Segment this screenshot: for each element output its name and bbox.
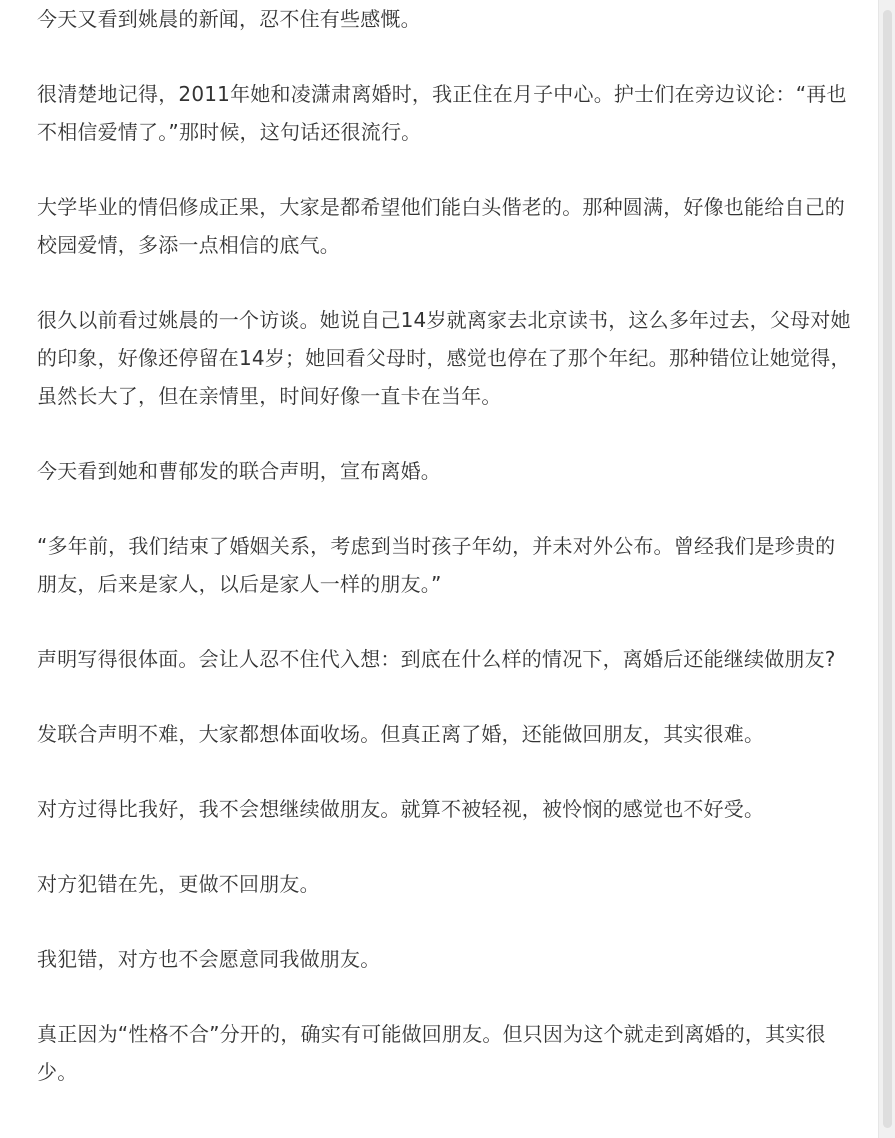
paragraph-3: 大学毕业的情侣修成正果，大家是都希望他们能白头偕老的。那种圆满，好像也能给自己的校园爱情，多添一点相信的底气。 xyxy=(37,195,845,257)
paragraph-8: 发联合声明不难，大家都想体面收场。但真正离了婚，还能做回朋友，其实很难。 xyxy=(37,722,765,746)
paragraph-2: 很清楚地记得，2011年她和凌潇肃离婚时，我正住在月子中心。护士们在旁边议论：“再也不相信爱情了。”那时候，这句话还很流行。 xyxy=(37,82,847,144)
vertical-scrollbar[interactable] xyxy=(878,0,895,1138)
paragraph-9: 对方过得比我好，我不会想继续做朋友。就算不被轻视，被怜悯的感觉也不好受。 xyxy=(37,797,765,821)
paragraph-10: 对方犯错在先，更做不回朋友。 xyxy=(37,872,320,896)
article-body xyxy=(37,0,852,1091)
paragraph-11: 我犯错，对方也不会愿意同我做朋友。 xyxy=(37,947,381,971)
paragraph-6: “多年前，我们结束了婚姻关系，考虑到当时孩子年幼，并未对外公布。曾经我们是珍贵的朋友，后来是家人，以后是家人一样的朋友。” xyxy=(37,534,836,596)
paragraph-12: 真正因为“性格不合”分开的，确实有可能做回朋友。但只因为这个就走到离婚的，其实很少。 xyxy=(37,1022,826,1084)
scrollbar-thumb[interactable] xyxy=(883,10,892,1128)
paragraph-5: 今天看到她和曹郁发的联合声明，宣布离婚。 xyxy=(37,459,441,483)
paragraph-1: 今天又看到姚晨的新闻，忍不住有些感慨。 xyxy=(37,7,421,31)
paragraph-4: 很久以前看过姚晨的一个访谈。她说自己14岁就离家去北京读书，这么多年过去，父母对她的印象，好像还停留在14岁；她回看父母时，感觉也停在了那个年纪。那种错位让她觉得，虽然长大了，但在亲情里，时间好像一直卡在当年。 xyxy=(37,308,851,408)
paragraph-7: 声明写得很体面。会让人忍不住代入想：到底在什么样的情况下，离婚后还能继续做朋友? xyxy=(37,647,836,671)
